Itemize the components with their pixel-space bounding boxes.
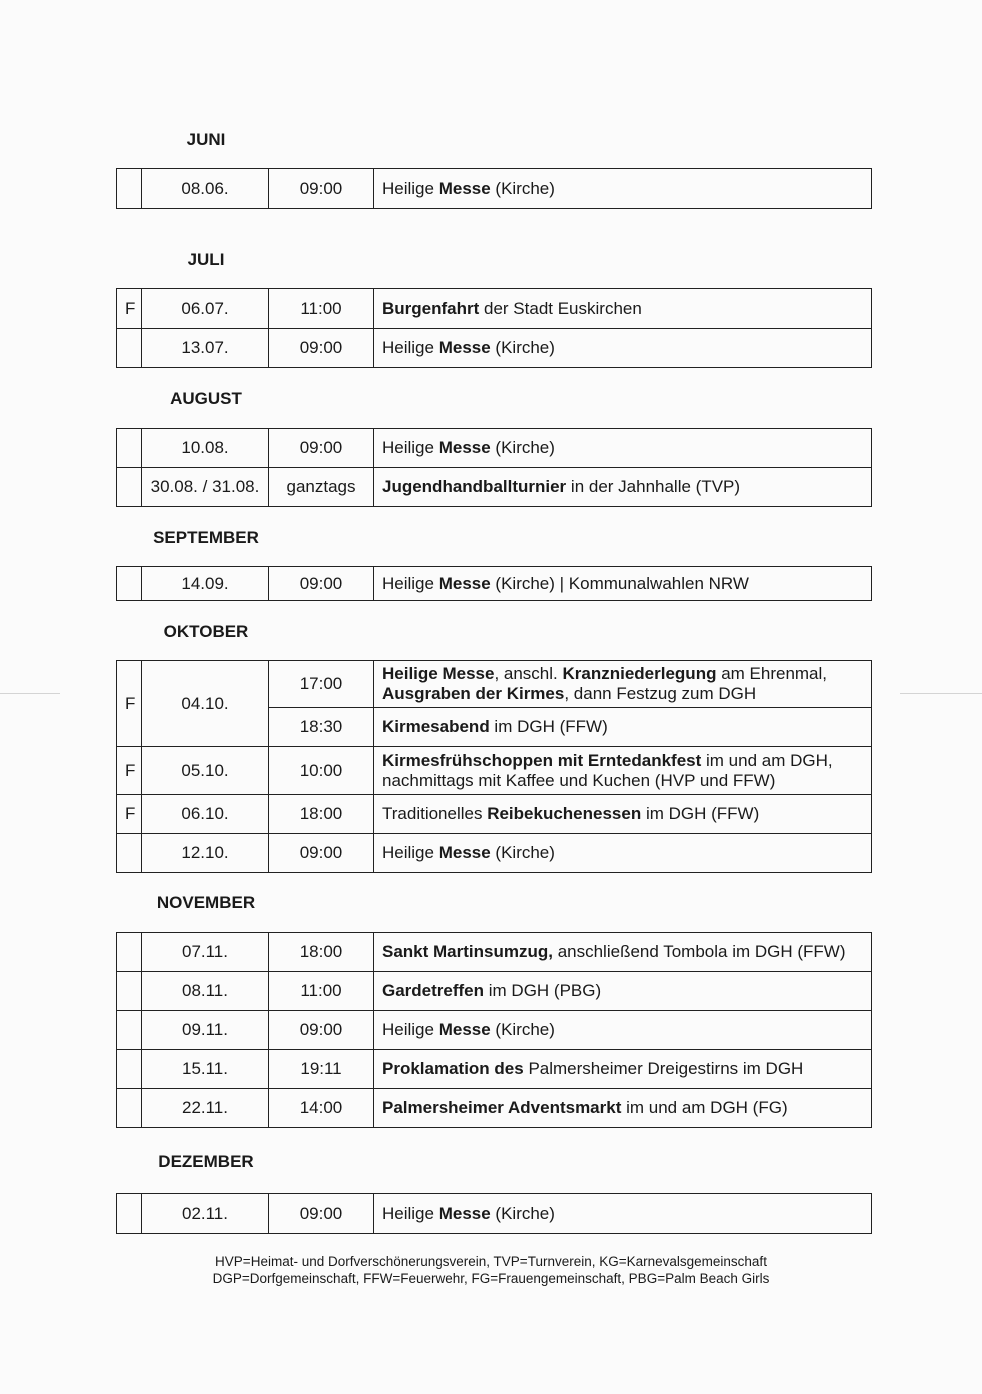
event-description	[374, 329, 872, 368]
paper-crease-right	[900, 693, 982, 694]
festival-flag	[117, 1194, 142, 1234]
description-bold-text: Kirmesabend	[382, 717, 490, 736]
description-text: anschließend Tombola im DGH (FFW)	[552, 942, 846, 961]
events-table-august	[116, 428, 872, 507]
event-date: 13.07.	[142, 329, 269, 368]
description-text: (Kirche)	[490, 338, 555, 357]
description-bold-text: Heilige Messe	[382, 664, 495, 683]
festival-flag	[117, 329, 142, 368]
event-description	[374, 1050, 872, 1089]
table-row	[117, 1011, 872, 1050]
event-description	[374, 747, 872, 795]
event-description	[374, 795, 872, 834]
description-bold-text: Messe	[438, 178, 491, 198]
event-date: 10.08.	[142, 429, 269, 468]
description-bold-text: Kranzniederlegung	[562, 664, 717, 683]
table-row	[117, 747, 872, 795]
event-description	[374, 1194, 872, 1234]
table-row	[117, 429, 872, 468]
month-heading-august: AUGUST	[170, 389, 242, 408]
festival-flag	[117, 567, 142, 601]
festival-flag	[117, 834, 142, 873]
month-heading-juli: JULI	[187, 250, 225, 269]
event-date: 12.10.	[142, 834, 269, 873]
event-description	[374, 567, 872, 601]
event-date: 08.11.	[142, 972, 269, 1011]
event-time: 19:11	[269, 1050, 374, 1089]
festival-flag	[117, 429, 142, 468]
description-text: (Kirche)	[490, 843, 555, 862]
event-time: 09:00	[269, 1011, 374, 1050]
event-description	[374, 1011, 872, 1050]
event-date: 15.11.	[142, 1050, 269, 1089]
table-row	[117, 567, 872, 601]
description-text: Heilige	[382, 438, 439, 457]
event-description	[374, 661, 872, 708]
description-bold-text: Jugendhandballturnier	[382, 477, 567, 496]
events-table-september	[116, 566, 872, 601]
festival-flag	[117, 1050, 142, 1089]
description-text: am Ehrenmal,	[716, 664, 828, 683]
festival-flag	[117, 972, 142, 1011]
description-text: (Kirche)	[490, 438, 555, 457]
festival-flag	[117, 169, 142, 209]
event-date: 06.07.	[142, 289, 269, 329]
event-description	[374, 289, 872, 329]
event-time: 11:00	[269, 289, 374, 329]
footer-line-2: DGP=Dorfgemeinschaft, FFW=Feuerwehr, FG=Frauengemeinschaft, PBG=Palm Beach Girls	[212, 1271, 770, 1286]
description-text: , dann Festzug zum DGH	[564, 684, 757, 703]
events-table-november	[116, 932, 872, 1128]
table-row	[117, 1089, 872, 1128]
event-time: 14:00	[269, 1089, 374, 1128]
description-text: (Kirche)	[490, 1203, 555, 1223]
description-bold-text: Messe	[438, 573, 491, 593]
description-text: der Stadt Euskirchen	[479, 298, 642, 318]
event-time: 18:00	[269, 933, 374, 972]
table-row	[117, 795, 872, 834]
event-time: 11:00	[269, 972, 374, 1011]
paper-crease-left	[0, 693, 60, 694]
table-row	[117, 933, 872, 972]
event-date: 22.11.	[142, 1089, 269, 1128]
events-table-oktober	[116, 660, 872, 873]
event-date: 30.08. / 31.08.	[142, 468, 269, 507]
table-row	[117, 834, 872, 873]
table-row	[117, 1194, 872, 1234]
event-date: 06.10.	[142, 795, 269, 834]
description-text: Heilige	[382, 1020, 439, 1039]
description-bold-text: Messe	[438, 338, 491, 357]
table-row	[117, 169, 872, 209]
event-description	[374, 834, 872, 873]
description-bold-text: Reibekuchenessen	[487, 804, 642, 823]
description-text: Heilige	[382, 573, 439, 593]
event-date: 07.11.	[142, 933, 269, 972]
table-row	[117, 468, 872, 507]
description-text: im DGH (FFW)	[489, 717, 608, 736]
event-description	[374, 1089, 872, 1128]
description-text: (Kirche)	[490, 178, 555, 198]
event-time: 09:00	[269, 1194, 374, 1234]
event-time: 09:00	[269, 169, 374, 209]
events-table-dezember	[116, 1193, 872, 1234]
event-description	[374, 468, 872, 507]
description-text: Traditionelles	[382, 804, 488, 823]
event-time: 09:00	[269, 329, 374, 368]
event-date: 05.10.	[142, 747, 269, 795]
event-time: 09:00	[269, 834, 374, 873]
description-bold-text: Messe	[438, 843, 491, 862]
festival-flag	[117, 468, 142, 507]
description-bold-text: Gardetreffen	[382, 981, 485, 1000]
event-time: 10:00	[269, 747, 374, 795]
description-text: in der Jahnhalle (TVP)	[566, 477, 741, 496]
description-bold-text: Kirmesfrühschoppen mit Erntedankfest	[382, 750, 702, 770]
table-row	[117, 329, 872, 368]
description-bold-text: Ausgraben der Kirmes	[382, 684, 565, 703]
festival-flag: F	[117, 747, 142, 795]
description-text: im und am DGH (FG)	[621, 1098, 788, 1117]
description-bold-text: Burgenfahrt	[382, 298, 480, 318]
description-text: (Kirche) | Kommunalwahlen NRW	[490, 573, 749, 593]
description-text: Heilige	[382, 178, 439, 198]
festival-flag	[117, 1011, 142, 1050]
events-table-juli	[116, 288, 872, 368]
event-date: 08.06.	[142, 169, 269, 209]
month-heading-juni: JUNI	[186, 130, 226, 149]
event-time: 09:00	[269, 567, 374, 601]
festival-flag: F	[117, 661, 142, 747]
description-text: , anschl.	[494, 664, 563, 683]
description-text: im DGH (FFW)	[641, 804, 760, 823]
description-bold-text: Palmersheimer Adventsmarkt	[382, 1098, 622, 1117]
month-heading-dezember: DEZEMBER	[158, 1152, 254, 1171]
events-table-juni	[116, 168, 872, 209]
event-description	[374, 933, 872, 972]
description-text: Palmersheimer Dreigestirns im DGH	[523, 1059, 804, 1078]
event-date: 09.11.	[142, 1011, 269, 1050]
table-row	[117, 1050, 872, 1089]
event-description	[374, 972, 872, 1011]
event-time: 17:00	[269, 661, 374, 708]
festival-flag: F	[117, 289, 142, 329]
abbreviations-footer	[0, 1253, 982, 1287]
event-date: 04.10.	[142, 661, 269, 747]
description-bold-text: Proklamation des	[382, 1059, 524, 1078]
description-bold-text: Messe	[438, 438, 491, 457]
footer-line-1: HVP=Heimat- und Dorfverschönerungsverein, TVP=Turnverein, KG=Karnevalsgemeinschaft	[215, 1254, 767, 1269]
event-date: 02.11.	[142, 1194, 269, 1234]
description-bold-text: Sankt Martinsumzug,	[382, 942, 553, 961]
event-time: 18:00	[269, 795, 374, 834]
festival-flag	[117, 933, 142, 972]
description-text: im und am DGH, nachmittags mit Kaffee und Kuchen (HVP und FFW)	[382, 750, 833, 790]
month-heading-november: NOVEMBER	[156, 893, 256, 912]
event-description	[374, 429, 872, 468]
description-bold-text: Messe	[438, 1020, 491, 1039]
festival-flag	[117, 1089, 142, 1128]
event-description	[374, 169, 872, 209]
event-time: ganztags	[269, 468, 374, 507]
description-text: (Kirche)	[490, 1020, 555, 1039]
table-row	[117, 661, 872, 708]
description-text: im DGH (PBG)	[484, 981, 602, 1000]
month-heading-september: SEPTEMBER	[153, 528, 259, 547]
event-time: 09:00	[269, 429, 374, 468]
month-heading-oktober: OKTOBER	[163, 622, 249, 641]
description-text: Heilige	[382, 338, 439, 357]
festival-flag: F	[117, 795, 142, 834]
event-date: 14.09.	[142, 567, 269, 601]
description-bold-text: Messe	[438, 1203, 491, 1223]
table-row	[117, 972, 872, 1011]
event-time: 18:30	[269, 708, 374, 747]
description-text: Heilige	[382, 843, 439, 862]
description-text: Heilige	[382, 1203, 439, 1223]
table-row	[117, 289, 872, 329]
event-description	[374, 708, 872, 747]
